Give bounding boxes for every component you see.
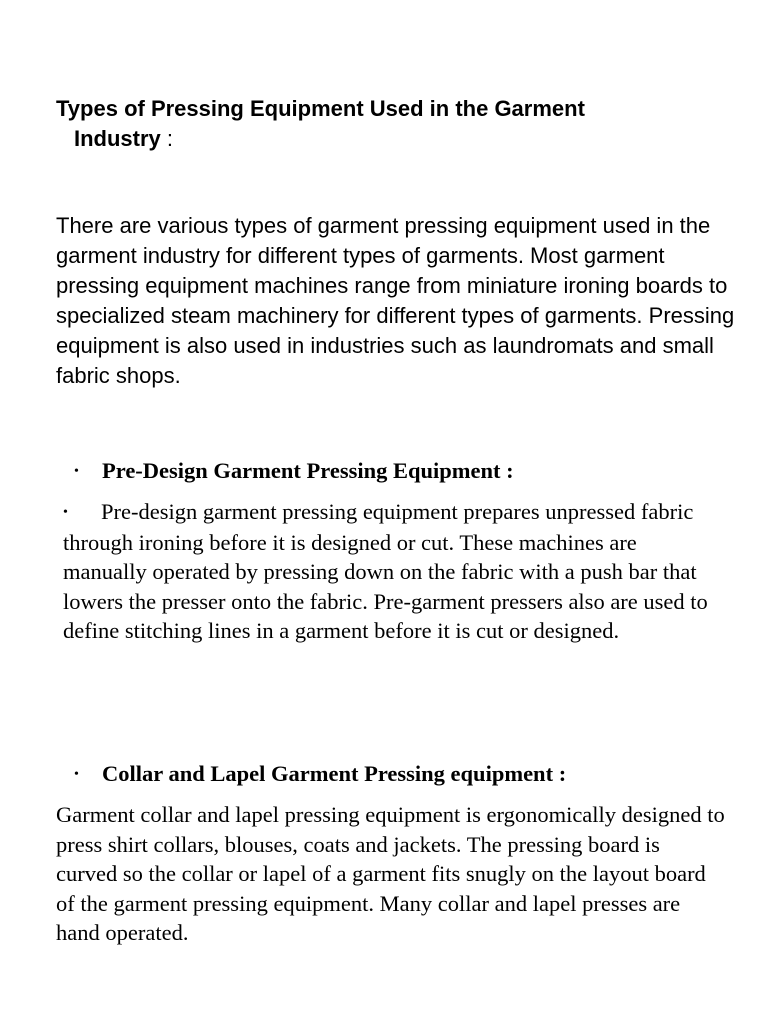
section-heading-text: Pre-Design Garment Pressing Equipment : bbox=[102, 458, 514, 483]
bullet-icon: • bbox=[74, 464, 79, 479]
section-body-text: Pre-design garment pressing equipment prepares unpressed fabric through ironing before it is designed or cut. These machines are manually operated by pressing down on the fabric with a push bar that lowers the presser onto the fabric. Pre-garment pressers also are used to define stitching lines in a garment before it is cut or designed. bbox=[63, 499, 708, 643]
page-title bbox=[56, 94, 716, 154]
title-line-2-wrapper bbox=[56, 124, 716, 154]
section-heading-pre-design bbox=[74, 456, 514, 487]
title-suffix: : bbox=[160, 126, 174, 151]
title-line-1: Types of Pressing Equipment Used in the Garment bbox=[56, 96, 585, 121]
bullet-icon: • bbox=[63, 505, 68, 520]
section-heading-text: Collar and Lapel Garment Pressing equipment : bbox=[102, 761, 567, 786]
intro-paragraph: There are various types of garment pressing equipment used in the garment industry for different types of garments. Most garment pressing equipment machines range from miniature ironing boards to specialized steam machinery for different types of garments. Pressing equipment is also used in industries such as laundromats and small fabric shops. bbox=[56, 213, 735, 388]
title-line-2: Industry bbox=[74, 126, 161, 151]
section-body-collar-lapel: Garment collar and lapel pressing equipment is ergonomically designed to press shirt collars, blouses, coats and jackets. The pressing board is curved so the collar or lapel of a garment fits snugly on the layout board of the garment pressing equipment. Many collar and lapel presses are hand operated. bbox=[56, 802, 725, 945]
section-heading-collar-lapel bbox=[74, 759, 566, 790]
section-body-pre-design bbox=[63, 497, 723, 646]
bullet-icon: • bbox=[74, 767, 79, 782]
